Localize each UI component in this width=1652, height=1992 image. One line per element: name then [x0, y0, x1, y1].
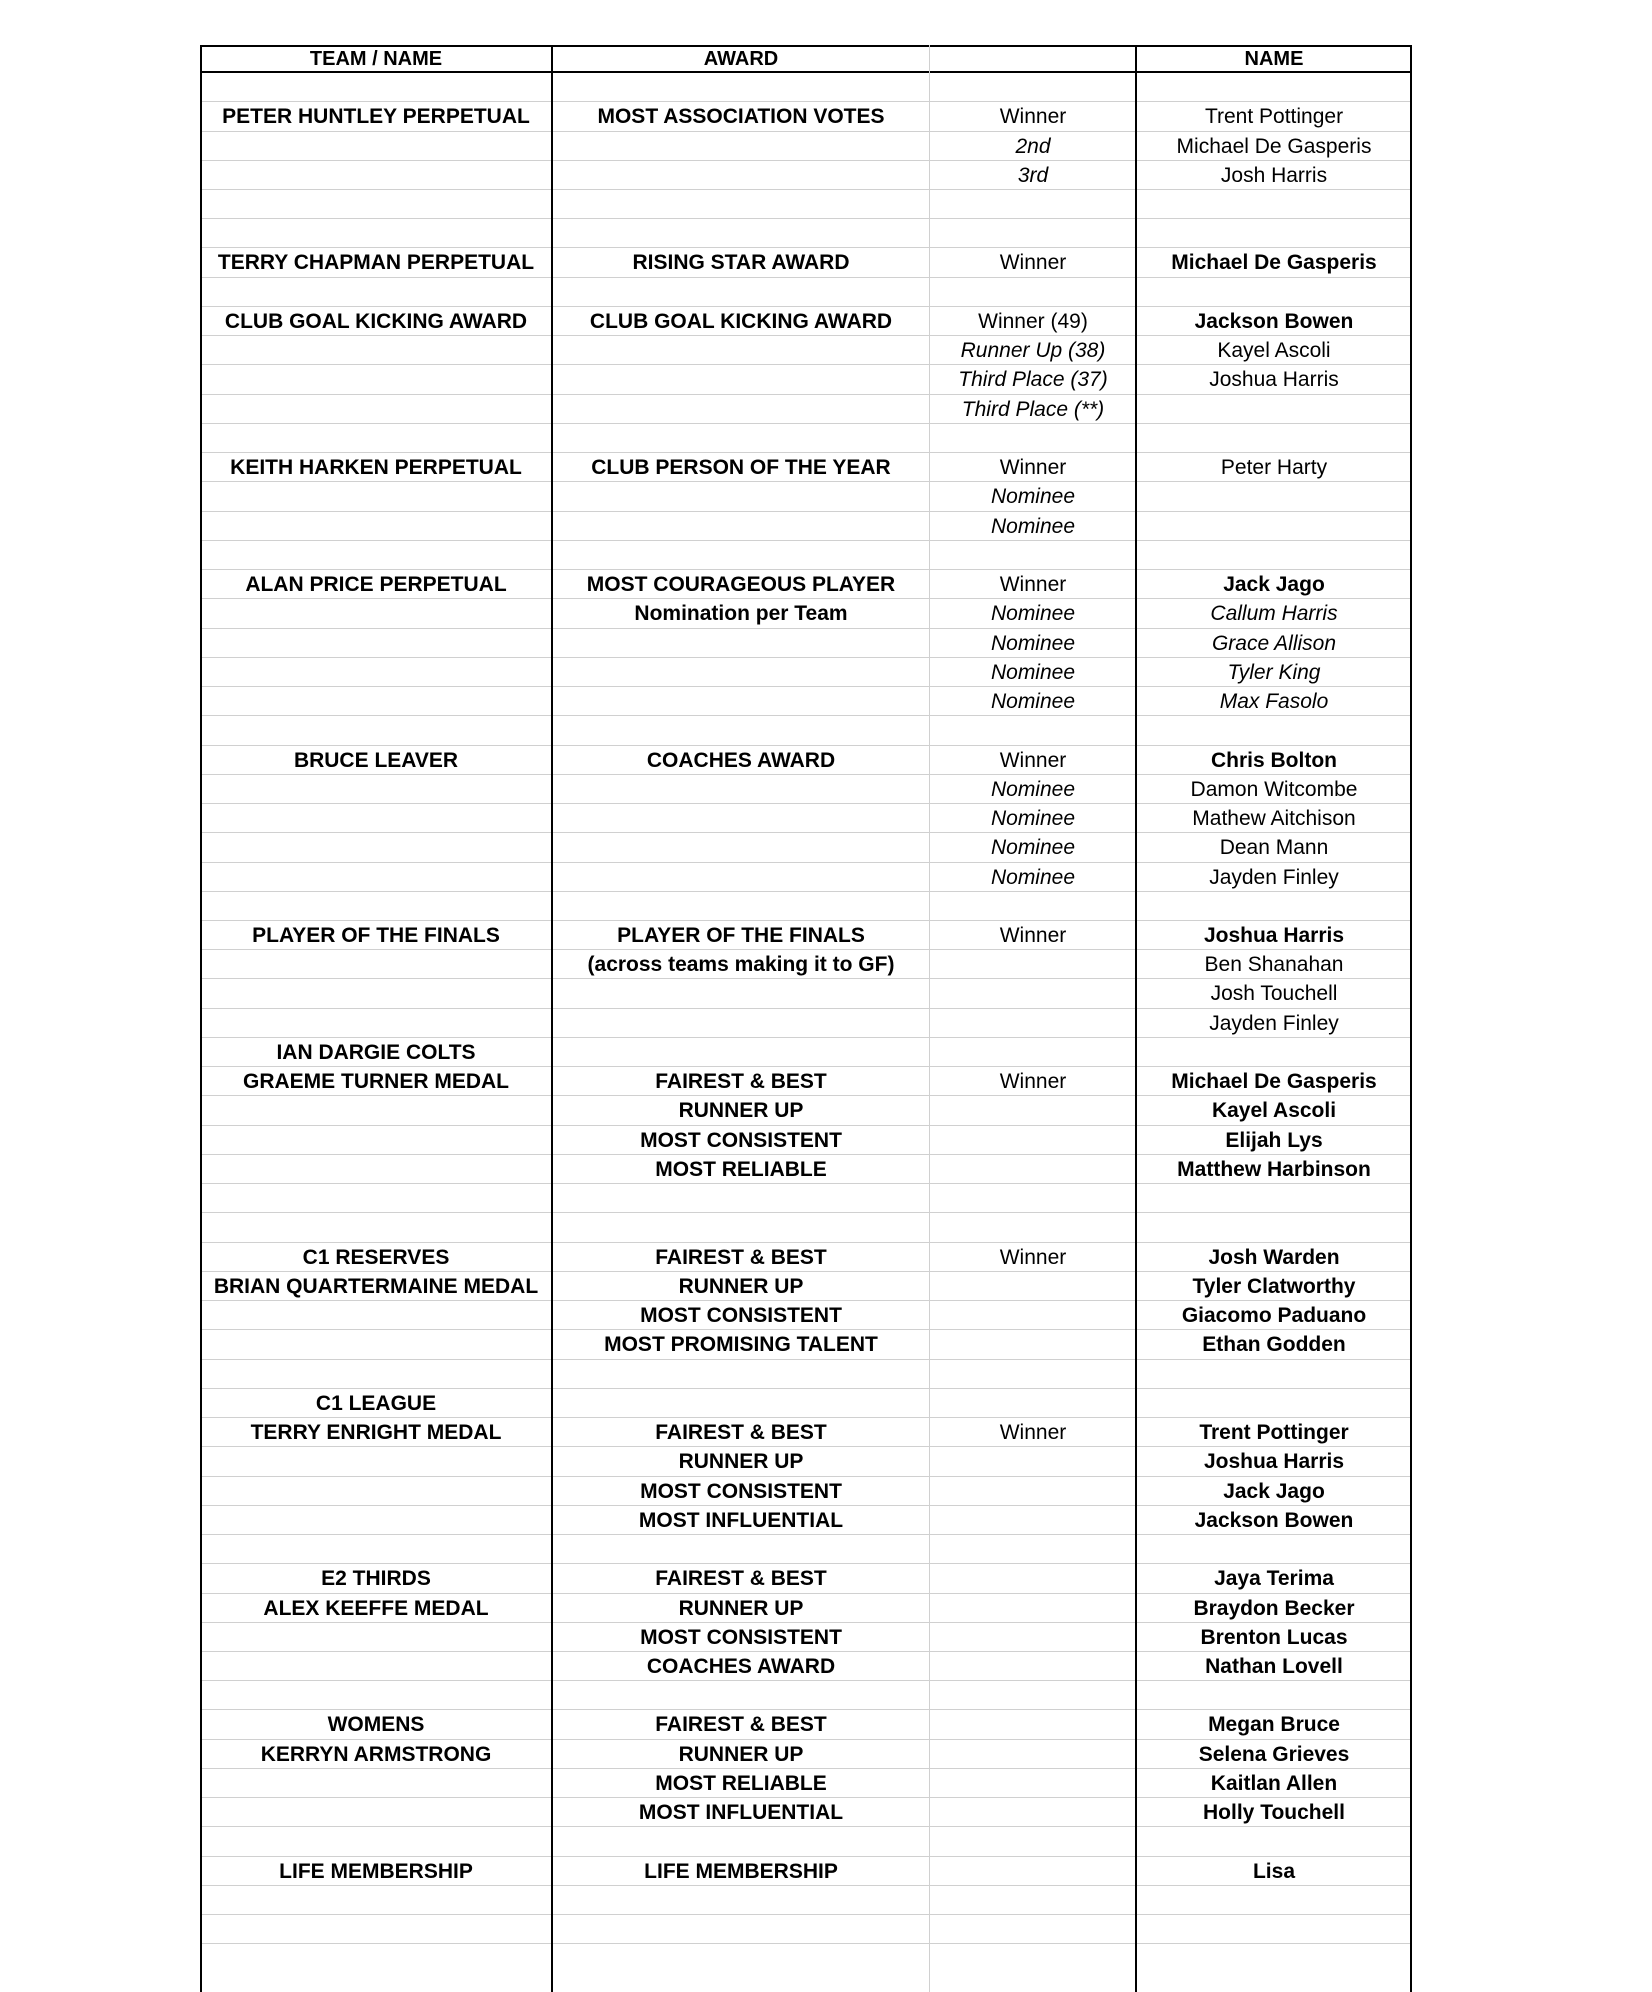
cell-award	[552, 863, 930, 892]
cell-name	[1136, 1389, 1412, 1418]
cell-team: PETER HUNTLEY PERPETUAL	[222, 105, 530, 129]
cell-name	[1136, 512, 1412, 541]
cell-award	[552, 716, 930, 745]
cell-team: C1 LEAGUE	[315, 1391, 437, 1415]
cell-name: Jackson Bowen	[1194, 1508, 1354, 1532]
cell-name: Jack Jago	[1223, 573, 1325, 597]
cell-name: Grace Allison	[1211, 631, 1337, 655]
cell-name	[1136, 1827, 1412, 1856]
cell-award	[552, 1184, 930, 1213]
header-team: TEAM / NAME	[309, 48, 443, 70]
cell-team	[200, 1886, 552, 1915]
cell-name: Mathew Aitchison	[1192, 807, 1356, 831]
cell-name: Max Fasolo	[1219, 690, 1329, 714]
cell-name: Joshua Harris	[1203, 924, 1345, 948]
cell-place	[930, 1184, 1136, 1213]
cell-team: TERRY CHAPMAN PERPETUAL	[217, 251, 535, 275]
cell-award	[552, 161, 930, 190]
cell-name	[1136, 190, 1412, 219]
header-name: NAME	[1244, 48, 1304, 70]
cell-place: Nominee	[990, 777, 1076, 801]
cell-award: FAIREST & BEST	[655, 1567, 827, 1591]
cell-team: BRIAN QUARTERMAINE MEDAL	[213, 1274, 539, 1298]
cell-team	[200, 1447, 552, 1476]
cell-award: RUNNER UP	[678, 1450, 804, 1474]
cell-name: Megan Bruce	[1208, 1713, 1340, 1737]
cell-place	[930, 1126, 1136, 1155]
cell-award: LIFE MEMBERSHIP	[644, 1859, 838, 1883]
cell-name	[1136, 1681, 1412, 1710]
cell-team	[200, 395, 552, 424]
cell-team	[200, 599, 552, 628]
cell-team	[200, 512, 552, 541]
header-place	[930, 47, 1136, 71]
cell-place: Nominee	[990, 690, 1076, 714]
cell-award	[552, 1360, 930, 1389]
cell-team: C1 RESERVES	[302, 1245, 450, 1269]
cell-name: Josh Touchell	[1210, 982, 1338, 1006]
cell-award: MOST CONSISTENT	[640, 1479, 842, 1503]
cell-team	[200, 629, 552, 658]
cell-award: MOST COURAGEOUS PLAYER	[586, 573, 896, 597]
cell-award: COACHES AWARD	[646, 1655, 836, 1679]
cell-name: Brenton Lucas	[1200, 1625, 1348, 1649]
col-divider-left	[200, 45, 202, 1992]
cell-team	[200, 1155, 552, 1184]
cell-name: Michael De Gasperis	[1176, 134, 1372, 158]
cell-name: Michael De Gasperis	[1171, 1070, 1377, 1094]
cell-team	[200, 1798, 552, 1827]
cell-name: Tyler King	[1227, 660, 1321, 684]
cell-award	[552, 132, 930, 161]
cell-place: Nominee	[990, 485, 1076, 509]
cell-name: Selena Grieves	[1198, 1742, 1350, 1766]
cell-team	[200, 1506, 552, 1535]
cell-name: Josh Harris	[1220, 163, 1328, 187]
cell-team: PLAYER OF THE FINALS	[252, 924, 500, 948]
cell-award	[552, 658, 930, 687]
cell-name	[1136, 395, 1412, 424]
cell-place	[930, 1681, 1136, 1710]
awards-table	[200, 45, 1412, 1992]
cell-award	[552, 190, 930, 219]
cell-place	[930, 1827, 1136, 1856]
cell-award: MOST CONSISTENT	[640, 1625, 842, 1649]
cell-award	[552, 278, 930, 307]
cell-name: Kaitlan Allen	[1210, 1771, 1338, 1795]
cell-team	[200, 161, 552, 190]
cell-award: RISING STAR AWARD	[632, 251, 850, 275]
cell-team: WOMENS	[327, 1713, 425, 1737]
cell-name	[1136, 73, 1412, 102]
cell-award	[552, 629, 930, 658]
cell-team: ALEX KEEFFE MEDAL	[263, 1596, 489, 1620]
cell-name	[1136, 1038, 1412, 1067]
cell-award: MOST INFLUENTIAL	[638, 1508, 844, 1532]
cell-award	[552, 541, 930, 570]
cell-team	[200, 658, 552, 687]
cell-team	[200, 863, 552, 892]
cell-name: Jaya Terima	[1214, 1567, 1334, 1591]
cell-place	[930, 1360, 1136, 1389]
col-divider-1	[551, 45, 553, 1992]
cell-name: Holly Touchell	[1203, 1801, 1345, 1825]
cell-place: Third Place (**)	[961, 397, 1105, 421]
cell-place	[930, 1564, 1136, 1593]
cell-place	[930, 1301, 1136, 1330]
cell-place	[930, 190, 1136, 219]
cell-award: RUNNER UP	[678, 1274, 804, 1298]
cell-place: Winner	[999, 573, 1067, 597]
cell-award: MOST CONSISTENT	[640, 1304, 842, 1328]
cell-team	[200, 73, 552, 102]
cell-name: Matthew Harbinson	[1177, 1157, 1371, 1181]
cell-name: Michael De Gasperis	[1171, 251, 1377, 275]
cell-team	[200, 1477, 552, 1506]
cell-team: BRUCE LEAVER	[293, 748, 459, 772]
cell-award: CLUB GOAL KICKING AWARD	[589, 309, 893, 333]
cell-team	[200, 716, 552, 745]
cell-team	[200, 1360, 552, 1389]
cell-award: FAIREST & BEST	[655, 1421, 827, 1445]
cell-place: Nominee	[990, 514, 1076, 538]
cell-team	[200, 1535, 552, 1564]
cell-award	[552, 482, 930, 511]
cell-team	[200, 804, 552, 833]
cell-team	[200, 775, 552, 804]
cell-name: Lisa	[1252, 1859, 1296, 1883]
cell-place	[930, 73, 1136, 102]
cell-name: Giacomo Paduano	[1181, 1304, 1367, 1328]
cell-award	[552, 1009, 930, 1038]
header-award: AWARD	[703, 48, 779, 70]
col-divider-right	[1410, 45, 1412, 1992]
cell-award	[552, 1827, 930, 1856]
cell-place: Nominee	[990, 660, 1076, 684]
cell-place: Runner Up (38)	[960, 339, 1106, 363]
cell-place	[930, 1096, 1136, 1125]
cell-team	[200, 190, 552, 219]
cell-team: E2 THIRDS	[321, 1567, 431, 1591]
cell-place	[930, 541, 1136, 570]
cell-team	[200, 833, 552, 862]
cell-team	[200, 219, 552, 248]
cell-place: Winner	[999, 924, 1067, 948]
cell-team	[200, 132, 552, 161]
cell-place	[930, 1886, 1136, 1915]
cell-name: Elijah Lys	[1225, 1128, 1323, 1152]
cell-place	[930, 979, 1136, 1008]
col-divider-2	[929, 45, 930, 1992]
cell-place	[930, 278, 1136, 307]
cell-name	[1136, 716, 1412, 745]
cell-award: CLUB PERSON OF THE YEAR	[591, 456, 891, 480]
cell-award	[552, 1915, 930, 1944]
cell-place	[930, 219, 1136, 248]
cell-team: CLUB GOAL KICKING AWARD	[224, 309, 528, 333]
cell-place	[930, 716, 1136, 745]
cell-award	[552, 219, 930, 248]
cell-place: 3rd	[1017, 163, 1049, 187]
cell-team	[200, 424, 552, 453]
cell-name	[1136, 424, 1412, 453]
cell-name	[1136, 541, 1412, 570]
cell-award	[552, 512, 930, 541]
cell-place: Nominee	[990, 602, 1076, 626]
cell-place	[930, 1038, 1136, 1067]
cell-award	[552, 1681, 930, 1710]
cell-place	[930, 1447, 1136, 1476]
cell-team: IAN DARGIE COLTS	[276, 1040, 476, 1064]
cell-name: Callum Harris	[1210, 602, 1338, 626]
cell-place	[930, 892, 1136, 921]
cell-team	[200, 1009, 552, 1038]
cell-place: Winner (49)	[978, 309, 1088, 333]
cell-place: Winner	[999, 456, 1067, 480]
cell-place: Winner	[999, 105, 1067, 129]
cell-name: Nathan Lovell	[1205, 1655, 1343, 1679]
cell-place	[930, 1857, 1136, 1886]
cell-team	[200, 1681, 552, 1710]
cell-award: MOST CONSISTENT	[640, 1128, 842, 1152]
cell-place	[930, 1769, 1136, 1798]
cell-name	[1136, 278, 1412, 307]
cell-place	[930, 1155, 1136, 1184]
cell-name	[1136, 219, 1412, 248]
cell-award: FAIREST & BEST	[655, 1070, 827, 1094]
cell-team	[200, 1330, 552, 1359]
cell-team	[200, 1213, 552, 1242]
cell-name: Damon Witcombe	[1190, 777, 1358, 801]
cell-team: GRAEME TURNER MEDAL	[243, 1070, 509, 1094]
cell-award	[552, 424, 930, 453]
cell-team	[200, 1184, 552, 1213]
cell-name	[1136, 1360, 1412, 1389]
cell-name: Jayden Finley	[1209, 865, 1339, 889]
cell-team	[200, 1126, 552, 1155]
cell-name	[1136, 892, 1412, 921]
cell-team: KERRYN ARMSTRONG	[260, 1742, 492, 1766]
cell-team: LIFE MEMBERSHIP	[279, 1859, 473, 1883]
cell-award	[552, 979, 930, 1008]
cell-place: 2nd	[1015, 134, 1051, 158]
cell-award: RUNNER UP	[678, 1596, 804, 1620]
cell-name: Trent Pottinger	[1204, 105, 1344, 129]
cell-award: COACHES AWARD	[646, 748, 836, 772]
cell-award: MOST PROMISING TALENT	[604, 1333, 878, 1357]
cell-name: Jackson Bowen	[1194, 309, 1354, 333]
cell-name	[1136, 1184, 1412, 1213]
cell-place	[930, 1272, 1136, 1301]
cell-award: MOST RELIABLE	[655, 1157, 827, 1181]
cell-place	[930, 1330, 1136, 1359]
cell-place: Nominee	[990, 836, 1076, 860]
cell-award	[552, 1535, 930, 1564]
cell-name: Jack Jago	[1223, 1479, 1325, 1503]
cell-team	[200, 1769, 552, 1798]
cell-place: Nominee	[990, 865, 1076, 889]
cell-name	[1136, 1535, 1412, 1564]
cell-team	[200, 1096, 552, 1125]
cell-award	[552, 1213, 930, 1242]
cell-team	[200, 541, 552, 570]
cell-team	[200, 336, 552, 365]
cell-place: Winner	[999, 748, 1067, 772]
cell-name: Kayel Ascoli	[1211, 1099, 1337, 1123]
cell-place	[930, 1652, 1136, 1681]
cell-place: Nominee	[990, 631, 1076, 655]
cell-place: Winner	[999, 251, 1067, 275]
cell-team	[200, 1915, 552, 1944]
cell-name: Josh Warden	[1208, 1245, 1340, 1269]
cell-award: RUNNER UP	[678, 1742, 804, 1766]
cell-team	[200, 979, 552, 1008]
cell-award	[552, 833, 930, 862]
cell-place	[930, 950, 1136, 979]
cell-award	[552, 365, 930, 394]
cell-name: Kayel Ascoli	[1217, 339, 1331, 363]
cell-team	[200, 950, 552, 979]
cell-team	[200, 365, 552, 394]
cell-name	[1136, 1213, 1412, 1242]
cell-place	[930, 1623, 1136, 1652]
cell-award: FAIREST & BEST	[655, 1713, 827, 1737]
cell-team	[200, 482, 552, 511]
cell-place	[930, 424, 1136, 453]
cell-place	[930, 1594, 1136, 1623]
cell-place: Third Place (37)	[958, 368, 1108, 392]
cell-award: RUNNER UP	[678, 1099, 804, 1123]
cell-place	[930, 1740, 1136, 1769]
cell-place	[930, 1915, 1136, 1944]
cell-name	[1136, 1886, 1412, 1915]
col-divider-3	[1135, 45, 1137, 1992]
cell-name: Trent Pottinger	[1199, 1421, 1349, 1445]
cell-name: Peter Harty	[1220, 456, 1328, 480]
cell-name: Joshua Harris	[1203, 1450, 1345, 1474]
cell-award: PLAYER OF THE FINALS	[617, 924, 865, 948]
cell-name: Chris Bolton	[1211, 748, 1337, 772]
cell-team	[200, 1623, 552, 1652]
cell-award	[552, 687, 930, 716]
cell-award	[552, 775, 930, 804]
cell-award	[552, 336, 930, 365]
cell-award	[552, 804, 930, 833]
cell-name: Ben Shanahan	[1204, 953, 1344, 977]
cell-place	[930, 1798, 1136, 1827]
cell-team: KEITH HARKEN PERPETUAL	[230, 456, 522, 480]
cell-award	[552, 73, 930, 102]
cell-place	[930, 1535, 1136, 1564]
cell-name	[1136, 1915, 1412, 1944]
cell-award	[552, 892, 930, 921]
cell-name: Ethan Godden	[1202, 1333, 1346, 1357]
cell-name: Braydon Becker	[1193, 1596, 1355, 1620]
cell-award: MOST RELIABLE	[655, 1771, 827, 1795]
cell-award: MOST INFLUENTIAL	[638, 1801, 844, 1825]
cell-place: Winner	[999, 1070, 1067, 1094]
cell-place	[930, 1389, 1136, 1418]
cell-name: Joshua Harris	[1209, 368, 1339, 392]
cell-place: Winner	[999, 1245, 1067, 1269]
cell-team	[200, 278, 552, 307]
cell-team	[200, 687, 552, 716]
cell-award	[552, 1038, 930, 1067]
cell-award	[552, 1389, 930, 1418]
cell-place	[930, 1009, 1136, 1038]
cell-team	[200, 1827, 552, 1856]
cell-award: FAIREST & BEST	[655, 1245, 827, 1269]
cell-team: ALAN PRICE PERPETUAL	[245, 573, 507, 597]
cell-team	[200, 892, 552, 921]
cell-award: MOST ASSOCIATION VOTES	[597, 105, 885, 129]
cell-team: TERRY ENRIGHT MEDAL	[250, 1421, 502, 1445]
cell-place	[930, 1710, 1136, 1739]
cell-award	[552, 395, 930, 424]
cell-name: Dean Mann	[1219, 836, 1329, 860]
cell-place	[930, 1213, 1136, 1242]
cell-team	[200, 1652, 552, 1681]
cell-place	[930, 1506, 1136, 1535]
cell-award: (across teams making it to GF)	[587, 953, 895, 977]
cell-place: Nominee	[990, 807, 1076, 831]
cell-place: Winner	[999, 1421, 1067, 1445]
cell-place	[930, 1477, 1136, 1506]
cell-name	[1136, 482, 1412, 511]
cell-name: Jayden Finley	[1209, 1011, 1339, 1035]
cell-team	[200, 1301, 552, 1330]
cell-name: Tyler Clatworthy	[1192, 1274, 1356, 1298]
cell-award: Nomination per Team	[634, 602, 848, 626]
cell-award	[552, 1886, 930, 1915]
